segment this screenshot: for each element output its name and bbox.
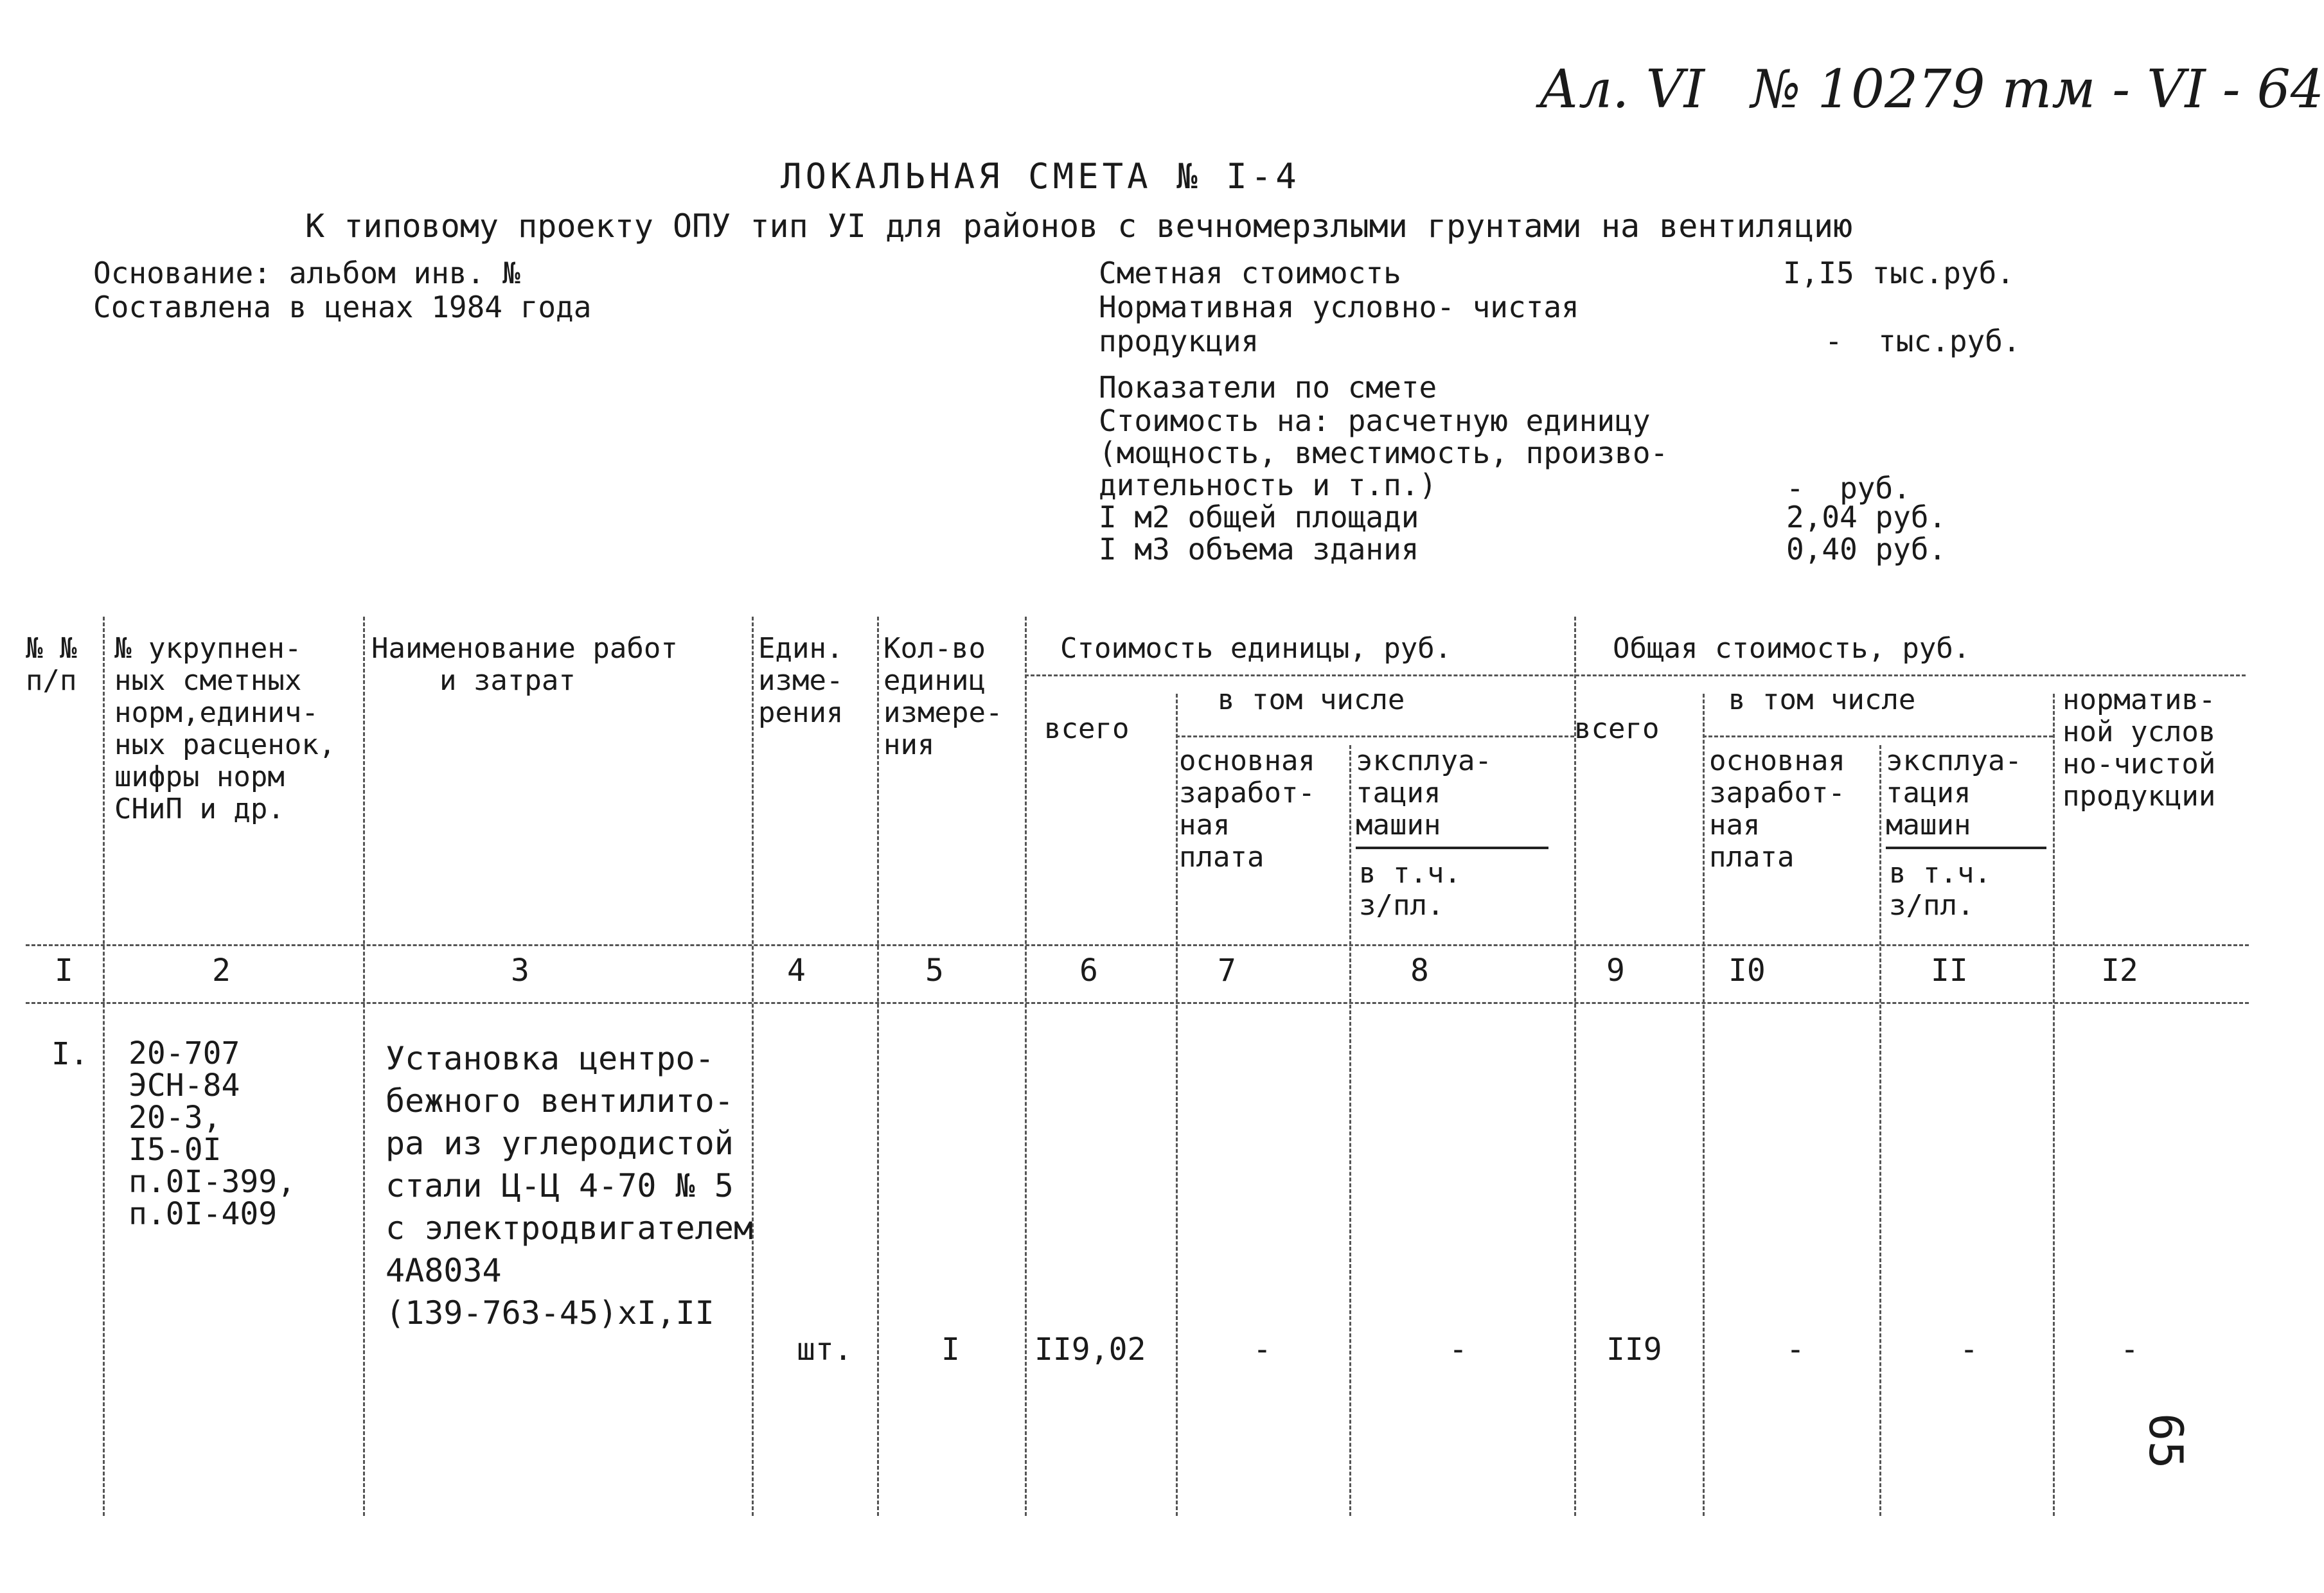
total-cost-group-header: Общая стоимость, руб.: [1613, 632, 1971, 665]
row-total: II9: [1606, 1332, 1662, 1368]
indicators-label: Показатели по смете: [1099, 370, 1437, 405]
column-number: I0: [1728, 953, 1766, 989]
row-unit-total: II9,02: [1034, 1332, 1146, 1368]
unit-incl-header: в том числе: [1218, 683, 1405, 716]
unit-total-header: всего: [1044, 712, 1130, 745]
col-header-name: Наименование работ и затрат: [371, 632, 678, 697]
cost-per-line3: дительность и т.п.): [1099, 468, 1437, 502]
table-rule: [1025, 617, 1027, 1516]
unit-cost-group-header: Стоимость единицы, руб.: [1060, 632, 1452, 665]
column-number: 3: [511, 953, 529, 989]
cost-per-line1: Стоимость на: расчетную единицу: [1099, 403, 1651, 438]
m2-value: 2,04 руб.: [1786, 500, 1947, 534]
table-rule: [1703, 694, 1705, 1516]
page-number: 65: [2139, 1413, 2193, 1469]
normative-header: норматив- ной услов но-чистой продукции: [2062, 683, 2216, 813]
column-number: 2: [212, 953, 231, 989]
table-rule: [1176, 694, 1178, 1516]
table-rule: [1349, 745, 1351, 1516]
document-subtitle: К типовому проекту ОПУ тип УI для районов с вечномерзлыми грунтами на вентиляцию: [305, 207, 1853, 245]
table-rule: [1176, 735, 1574, 737]
table-rule: [1703, 735, 2053, 737]
table-rule: [1356, 847, 1548, 849]
table-rule: [26, 944, 2249, 946]
table-rule: [1886, 847, 2046, 849]
row-work-name: Установка центро- бежного вентилито- ра из углеродистой стали Ц-Ц 4-70 № 5 с электродвигателем 4А8034 (139-763-45)хI,II: [386, 1040, 753, 1332]
normative-label-2: продукция: [1099, 324, 1259, 358]
estimate-cost-value: I,I5 тыс.руб.: [1783, 256, 2015, 290]
table-rule: [26, 1002, 2249, 1004]
col-header-num: № № п/п: [26, 632, 77, 697]
column-number: 4: [787, 953, 806, 989]
cost-per-line2: (мощность, вместимость, произво-: [1099, 436, 1669, 470]
unit-machines-header: эксплуа- тация машин: [1356, 744, 1492, 841]
table-rule: [2053, 694, 2055, 1516]
prices-line: Составлена в ценах 1984 года: [93, 290, 592, 324]
row-codes: 20-707 ЭСН-84 20-3, I5-0I п.0I-399, п.0I-409: [129, 1035, 296, 1232]
column-number: 7: [1218, 953, 1236, 989]
table-rule: [363, 617, 365, 1516]
m2-label: I м2 общей площади: [1099, 500, 1419, 534]
row-unit: шт.: [797, 1332, 853, 1368]
document-title: ЛОКАЛЬНАЯ СМЕТА № I-4: [781, 156, 1300, 197]
table-rule: [877, 617, 879, 1516]
row-total-machines: -: [1960, 1332, 1978, 1368]
table-rule: [1574, 617, 1576, 1516]
column-number: II: [1931, 953, 1968, 989]
total-incl-header: в том числе: [1728, 683, 1916, 716]
doc-code-handwritten: № 10279 тм - VI - 64: [1751, 59, 2324, 120]
row-qty: I: [941, 1332, 960, 1368]
column-number: 6: [1079, 953, 1098, 989]
cost-per-value: - руб.: [1786, 471, 1911, 506]
total-incl-salary-header: в т.ч. з/пл.: [1889, 857, 1991, 922]
column-number: I: [55, 953, 73, 989]
row-total-salary: -: [1786, 1332, 1805, 1368]
row-unit-machines: -: [1449, 1332, 1468, 1368]
table-rule: [103, 617, 105, 1516]
unit-incl-salary-header: в т.ч. з/пл.: [1359, 857, 1461, 922]
m3-value: 0,40 руб.: [1786, 532, 1947, 567]
m3-label: I м3 объема здания: [1099, 532, 1419, 567]
album-handwritten: Ал. VI: [1539, 59, 1705, 120]
row-normative: -: [2120, 1332, 2139, 1368]
total-machines-header: эксплуа- тация машин: [1886, 744, 2022, 841]
row-unit-salary: -: [1253, 1332, 1272, 1368]
column-number: 5: [925, 953, 944, 989]
total-total-header: всего: [1574, 712, 1660, 745]
estimate-cost-label: Сметная стоимость: [1099, 256, 1401, 290]
basis-line: Основание: альбом инв. №: [93, 256, 520, 290]
column-number: I2: [2101, 953, 2138, 989]
col-header-unit: Един. изме- рения: [758, 632, 844, 729]
row-number: I.: [51, 1036, 89, 1072]
total-salary-header: основная заработ- ная плата: [1709, 744, 1845, 874]
column-number: 9: [1606, 953, 1625, 989]
table-rule: [1879, 745, 1881, 1516]
normative-label-1: Нормативная условно- чистая: [1099, 290, 1579, 324]
col-header-codes: № укрупнен- ных сметных норм,единич- ных расценок, шифры норм СНиП и др.: [114, 632, 336, 825]
col-header-qty: Кол-во единиц измере- ния: [883, 632, 1003, 761]
normative-value: - тыс.руб.: [1825, 324, 2021, 358]
table-rule: [1025, 674, 2246, 676]
unit-salary-header: основная заработ- ная плата: [1179, 744, 1315, 874]
column-number: 8: [1410, 953, 1429, 989]
